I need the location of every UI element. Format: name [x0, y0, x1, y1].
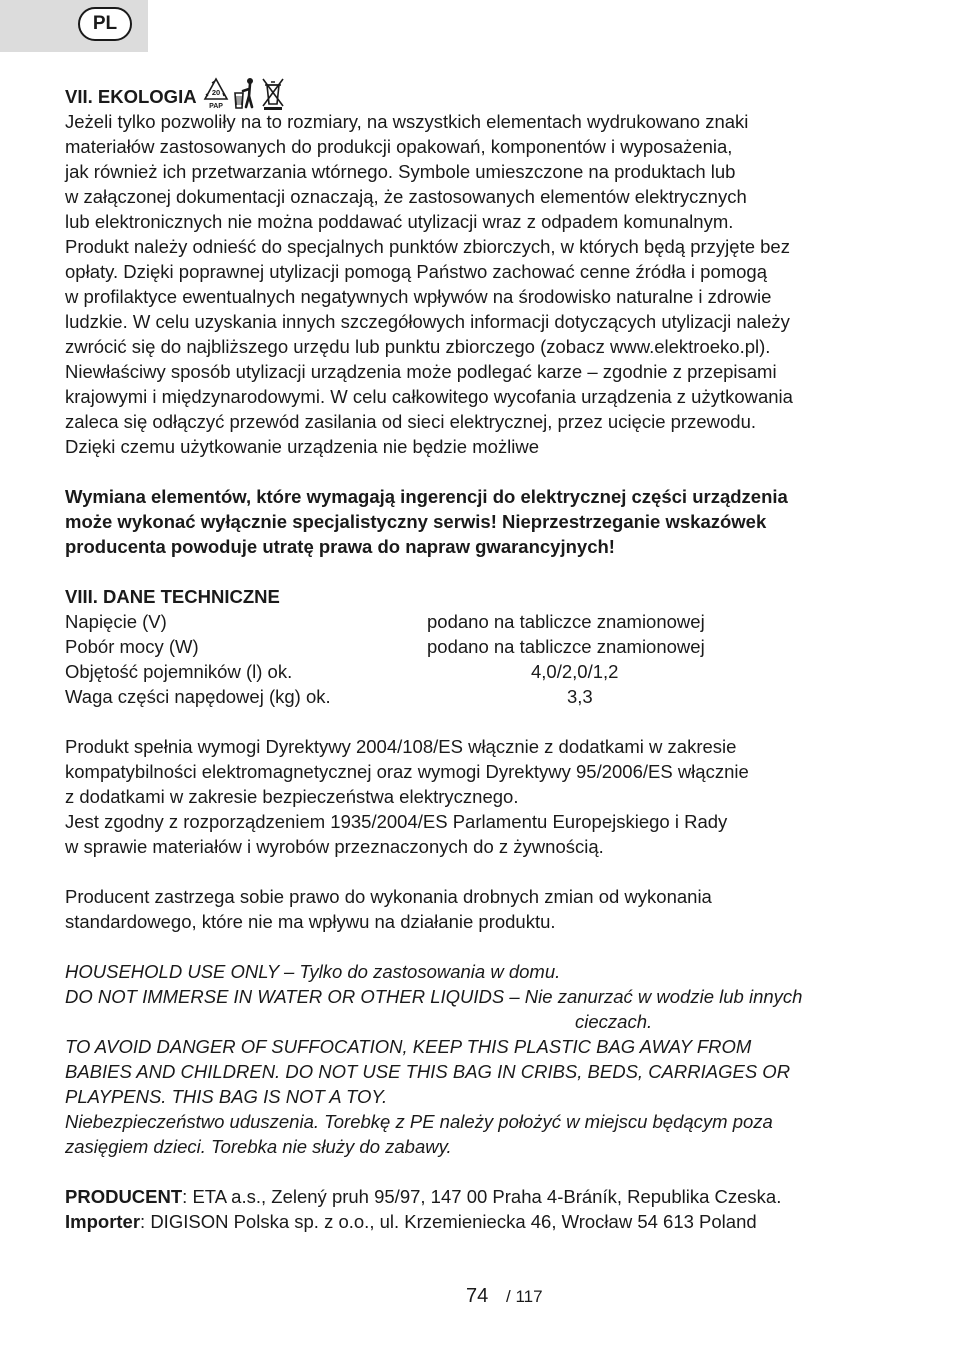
safety-line: zasięgiem dzieci. Torebka nie służy do zabawy.	[65, 1136, 452, 1157]
page-number: 74	[466, 1285, 489, 1307]
warning-line: może wykonać wyłącznie specjalistyczny serwis! Nieprzestrzeganie wskazówek	[65, 511, 767, 532]
safety-line: BABIES AND CHILDREN. DO NOT USE THIS BAG IN CRIBS, BEDS, CARRIAGES OR	[65, 1061, 791, 1082]
spec-label: Napięcie (V)	[65, 611, 167, 632]
importer-label: Importer	[65, 1211, 141, 1232]
ecology-line: krajowymi i międzynarodowymi. W celu całkowitego wycofania urządzenia z użytkowania	[65, 386, 793, 407]
recycle-pap-icon	[203, 77, 229, 111]
ecology-line: jak również ich przetwarzania wtórnego. Symbole umieszczone na produktach lub	[65, 161, 736, 182]
warning-line: Wymiana elementów, które wymagają ingerencji do elektrycznej części urządzenia	[65, 486, 788, 507]
producer-label: PRODUCENT	[65, 1186, 183, 1207]
ecology-line: Niewłaściwy sposób utylizacji urządzenia może podlegać karze – zgodnie z przepisami	[65, 361, 777, 382]
spec-label: Pobór mocy (W)	[65, 636, 199, 657]
spec-row	[65, 684, 895, 709]
ecology-line: w profilaktyce ewentualnych negatywnych wpływów na środowisko naturalne i zdrowie	[65, 286, 772, 307]
language-badge: PL	[78, 7, 132, 41]
spec-value: 4,0/2,0/1,2	[531, 661, 619, 682]
spec-row	[65, 634, 895, 659]
spec-value: 3,3	[567, 686, 593, 707]
ecology-line: Produkt należy odnieść do specjalnych punktów zbiorczych, w których będą przyjęte bez	[65, 236, 790, 257]
safety-line: TO AVOID DANGER OF SUFFOCATION, KEEP THIS PLASTIC BAG AWAY FROM	[65, 1036, 752, 1057]
spec-label: Objętość pojemników (l) ok.	[65, 661, 293, 682]
manufacturer-note-line: Producent zastrzega sobie prawo do wykonania drobnych zmian od wykonania	[65, 886, 712, 907]
importer-text: : DIGISON Polska sp. z o.o., ul. Krzemieniecka 46, Wrocław 54 613 Poland	[140, 1211, 757, 1232]
manufacturer-note-line: standardowego, które nie ma wpływu na działanie produktu.	[65, 911, 556, 932]
safety-line: cieczach.	[575, 1011, 653, 1032]
specs-title: VIII. DANE TECHNICZNE	[65, 586, 280, 607]
safety-line: DO NOT IMMERSE IN WATER OR OTHER LIQUIDS – Nie zanurzać w wodzie lub innych	[65, 986, 803, 1007]
ecology-line: Jeżeli tylko pozwoliły na to rozmiary, na wszystkich elementach wydrukowano znaki	[65, 111, 749, 132]
producer-text: : ETA a.s., Zelený pruh 95/97, 147 00 Praha 4-Bráník, Republika Czeska.	[182, 1186, 782, 1207]
page-footer	[0, 1285, 954, 1313]
ecology-line: opłaty. Dzięki poprawnej utylizacji pomogą Państwo zachować cenne źródła i pomogą	[65, 261, 768, 282]
page-total: / 117	[506, 1287, 543, 1306]
ecology-line: ludzkie. W celu uzyskania innych szczegółowych informacji dotyczących utylizacji należy	[65, 311, 790, 332]
compliance-line: Jest zgodny z rozporządzeniem 1935/2004/ES Parlamentu Europejskiego i Rady	[65, 811, 728, 832]
ecology-line: w załączonej dokumentacji oznaczają, że zastosowanych elementów elektrycznych	[65, 186, 747, 207]
ecology-line: materiałów zastosowanych do produkcji opakowań, komponentów i wyposażenia,	[65, 136, 733, 157]
producer-line	[65, 1184, 895, 1209]
warning-line: producenta powoduje utratę prawa do napraw gwarancyjnych!	[65, 536, 615, 557]
spacer	[65, 859, 895, 884]
ecology-heading-row	[65, 84, 895, 109]
ecology-title: VII. EKOLOGIA	[65, 86, 197, 107]
compliance-line: kompatybilności elektromagnetycznej oraz wymogi Dyrektywy 95/2006/ES włącznie	[65, 761, 749, 782]
compliance-line: z dodatkami w zakresie bezpieczeństwa elektrycznego.	[65, 786, 519, 807]
litter-bin-icon	[233, 77, 257, 111]
page-content	[65, 84, 895, 1234]
language-tab	[0, 0, 148, 52]
spacer	[65, 559, 895, 584]
spec-value: podano na tabliczce znamionowej	[427, 636, 705, 657]
ecology-icons	[203, 77, 285, 111]
compliance-line: Produkt spełnia wymogi Dyrektywy 2004/108/ES włącznie z dodatkami w zakresie	[65, 736, 737, 757]
spacer	[65, 459, 895, 484]
spec-label: Waga części napędowej (kg) ok.	[65, 686, 331, 707]
importer-line	[65, 1209, 895, 1234]
crossed-bin-icon	[261, 77, 285, 111]
ecology-line: lub elektronicznych nie można poddawać utylizacji wraz z odpadem komunalnym.	[65, 211, 734, 232]
spacer	[65, 1159, 895, 1184]
recycle-code: 20	[211, 88, 220, 97]
spacer	[65, 934, 895, 959]
spec-row	[65, 609, 895, 634]
ecology-line: zwrócić się do najbliższego urzędu lub punktu zbiorczego (zobacz www.elektroeko.pl).	[65, 336, 771, 357]
spec-row	[65, 659, 895, 684]
safety-line: HOUSEHOLD USE ONLY – Tylko do zastosowania w domu.	[65, 961, 561, 982]
recycle-material: PAP	[208, 103, 223, 110]
spec-value: podano na tabliczce znamionowej	[427, 611, 705, 632]
safety-line: PLAYPENS. THIS BAG IS NOT A TOY.	[65, 1086, 388, 1107]
safety-line: Niebezpieczeństwo uduszenia. Torebkę z PE należy położyć w miejscu będącym poza	[65, 1111, 773, 1132]
ecology-line: Dzięki czemu użytkowanie urządzenia nie będzie możliwe	[65, 436, 540, 457]
compliance-line: w sprawie materiałów i wyrobów przeznaczonych do z żywnością.	[65, 836, 604, 857]
spacer	[65, 709, 895, 734]
ecology-line: zaleca się odłączyć przewód zasilania od sieci elektrycznej, przez ucięcie przewodu.	[65, 411, 756, 432]
